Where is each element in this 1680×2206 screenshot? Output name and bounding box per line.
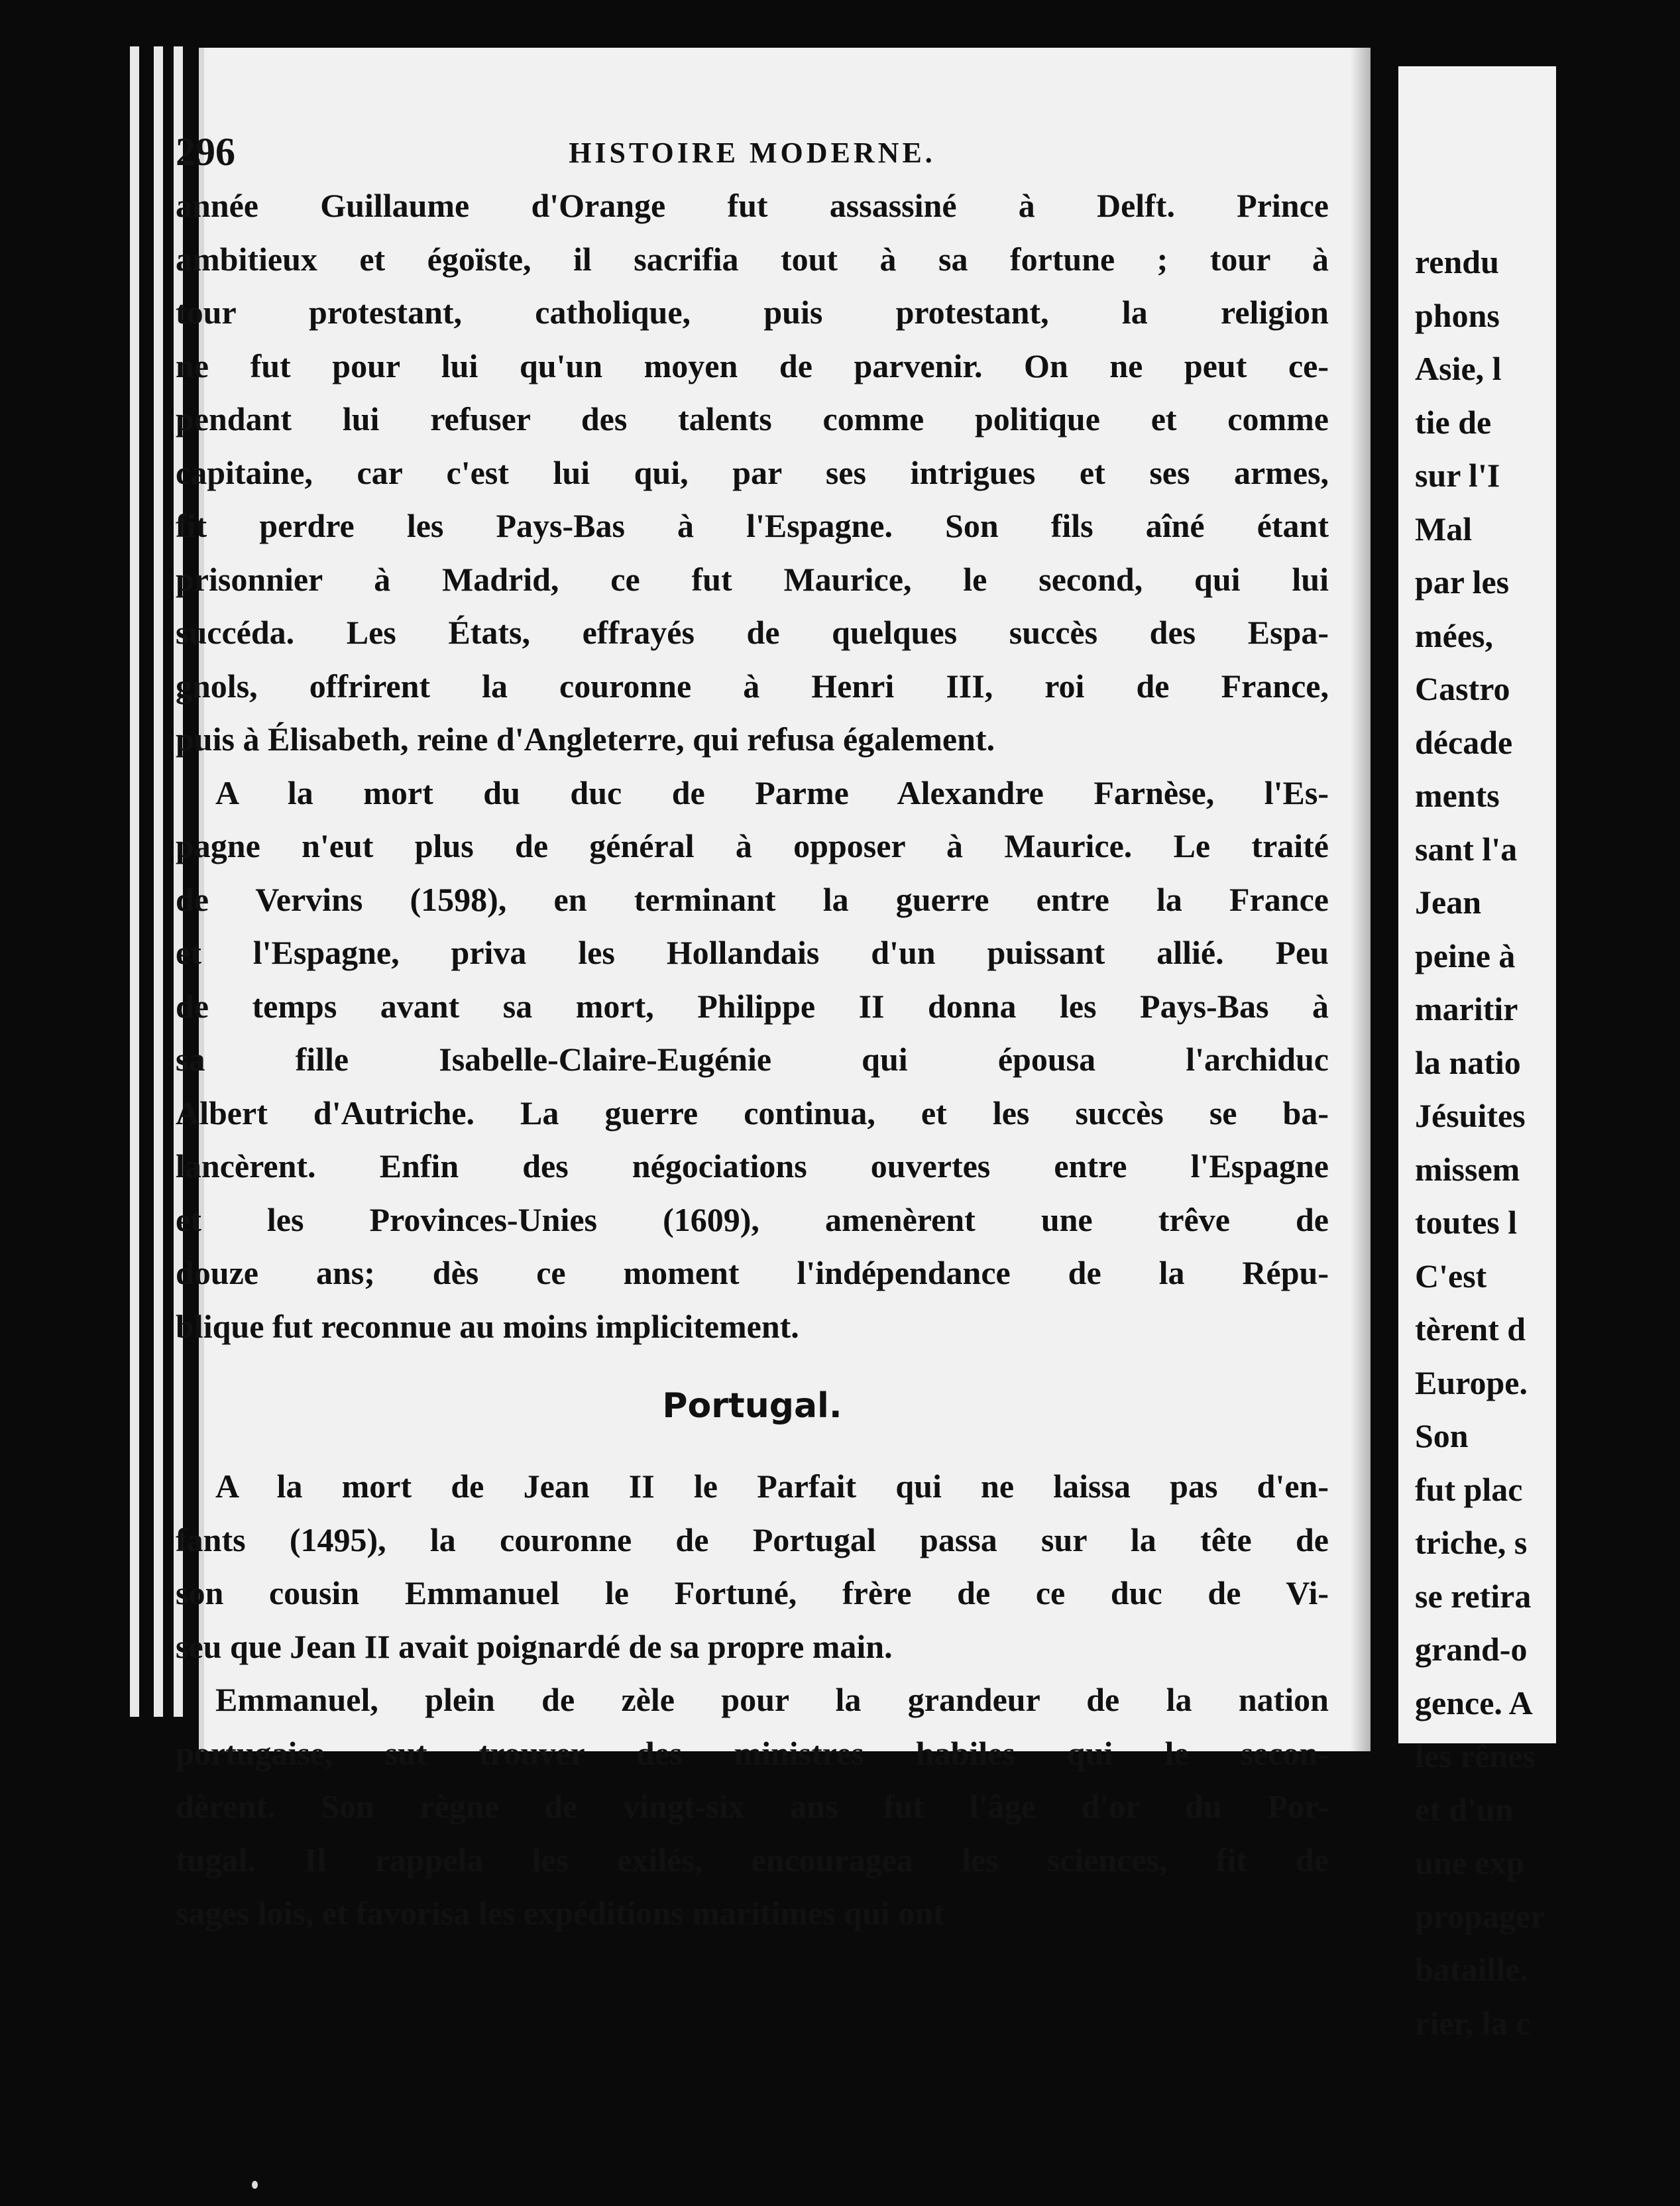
text-line: tour protestant, catholique, puis protestant, la religion (176, 294, 1329, 331)
right-page-line: Son (1415, 1417, 1469, 1454)
text-line: blique fut reconnue au moins implicitement. (176, 1307, 799, 1345)
text-line: pagne n'eut plus de général à opposer à Maurice. Le traité (176, 827, 1329, 864)
right-page-line: Asie, l (1415, 350, 1502, 387)
right-page-line: bataille. (1415, 1951, 1528, 1988)
right-page-line: peine à (1415, 937, 1516, 974)
text-line: tugal. Il rappela les exilés, encouragea les sciences, fit de (176, 1841, 1329, 1879)
page-number: 296 (176, 130, 235, 174)
right-page-line: sant l'a (1415, 830, 1518, 868)
text-line: ne fut pour lui qu'un moyen de parvenir. On ne peut ce- (176, 347, 1329, 384)
text-line: fants (1495), la couronne de Portugal passa sur la tête de (176, 1521, 1329, 1558)
text-line: capitaine, car c'est lui qui, par ses intrigues et ses armes, (176, 453, 1329, 491)
text-line: année Guillaume d'Orange fut assassiné à Delft. Prince (176, 187, 1329, 224)
right-page-line: ments (1415, 777, 1500, 814)
page-edge (154, 46, 163, 1717)
spine-shadow (1351, 48, 1371, 1751)
right-page-line: se retira (1415, 1577, 1532, 1615)
right-page-line: Jésuites (1415, 1097, 1526, 1134)
right-page-line: toutes l (1415, 1204, 1518, 1241)
page-header (176, 129, 1329, 182)
right-page-line: C'est (1415, 1257, 1487, 1295)
text-line: et les Provinces-Unies (1609), amenèrent une trêve de (176, 1200, 1329, 1238)
right-page-line: maritir (1415, 990, 1518, 1027)
text-line: ambitieux et égoïste, il sacrifia tout à sa fortune ; tour à (176, 240, 1329, 278)
right-page-line: tie de (1415, 403, 1492, 441)
text-line: son cousin Emmanuel le Fortuné, frère de ce duc de Vi- (176, 1574, 1329, 1611)
scan-speck (252, 2181, 258, 2189)
right-page-line: et d'un (1415, 1790, 1514, 1828)
right-page-line: les rênes (1415, 1737, 1536, 1774)
right-page-line: triche, s (1415, 1524, 1528, 1561)
right-page-line: Castro (1415, 670, 1510, 707)
text-line: A la mort de Jean II le Parfait qui ne laissa pas d'en- (215, 1468, 1329, 1505)
right-page-line: par les (1415, 563, 1510, 601)
text-line: de Vervins (1598), en terminant la guerre entre la France (176, 880, 1329, 918)
right-page-text (1415, 235, 1680, 2050)
text-line: sa fille Isabelle-Claire-Eugénie qui épousa l'archiduc (176, 1041, 1329, 1078)
text-line: fit perdre les Pays-Bas à l'Espagne. Son fils aîné étant (176, 507, 1329, 544)
right-page-line: Mal (1415, 510, 1473, 548)
right-page-line: rendu (1415, 243, 1499, 280)
right-page-line: mées, (1415, 616, 1493, 654)
text-line: pendant lui refuser des talents comme politique et comme (176, 400, 1329, 437)
right-page-line: Europe. (1415, 1364, 1528, 1401)
text-line: prisonnier à Madrid, ce fut Maurice, le second, qui lui (176, 560, 1329, 598)
text-line: succéda. Les États, effrayés de quelques succès des Espa- (176, 614, 1329, 651)
right-page-line: une exp (1415, 1844, 1525, 1881)
text-line: de temps avant sa mort, Philippe II donna les Pays-Bas à (176, 987, 1329, 1025)
right-page-line: sur l'I (1415, 457, 1500, 494)
text-line: Albert d'Autriche. La guerre continua, et les succès se ba- (176, 1094, 1329, 1132)
text-line: portugaise, sut trouver des ministres habiles qui le secon- (176, 1734, 1329, 1772)
text-line: dèrent. Son règne de vingt-six ans fut l'âge d'or du Por- (176, 1788, 1329, 1825)
text-line: douze ans; dès ce moment l'indépendance de la Répu- (176, 1254, 1329, 1291)
right-page-line: tèrent d (1415, 1310, 1526, 1348)
text-line: sages lois, et favorisa les expéditions maritimes qui ont (176, 1894, 944, 1932)
text-line: seu que Jean II avait poignardé de sa propre main. (176, 1627, 893, 1665)
right-page-line: fut plac (1415, 1470, 1523, 1508)
running-title: HISTOIRE MODERNE. (569, 137, 936, 169)
right-page-line: propager (1415, 1897, 1545, 1935)
right-page-line: phons (1415, 296, 1500, 334)
right-page-line: Jean (1415, 884, 1481, 921)
right-page-line: missem (1415, 1150, 1520, 1188)
right-page-line: grand-o (1415, 1631, 1528, 1668)
text-line: gnols, offrirent la couronne à Henri III, roi de France, (176, 667, 1329, 705)
right-page (1398, 66, 1556, 2042)
right-page-line: décade (1415, 723, 1513, 761)
right-page-line: gence. A (1415, 1684, 1533, 1721)
text-line: A la mort du duc de Parme Alexandre Farnèse, l'Es- (215, 774, 1329, 811)
page-edge (130, 46, 139, 1717)
right-page-line: rier, la c (1415, 2004, 1531, 2042)
text-line: lancèrent. Enfin des négociations ouvertes entre l'Espagne (176, 1147, 1329, 1185)
text-line: et l'Espagne, priva les Hollandais d'un puissant allié. Peu (176, 934, 1329, 971)
right-page-line: la natio (1415, 1043, 1521, 1081)
text-line: puis à Élisabeth, reine d'Angleterre, qui refusa également. (176, 721, 995, 758)
body-text (176, 179, 1329, 1940)
text-line: Emmanuel, plein de zèle pour la grandeur de la nation (215, 1681, 1329, 1718)
section-heading: Portugal. (662, 1386, 842, 1426)
